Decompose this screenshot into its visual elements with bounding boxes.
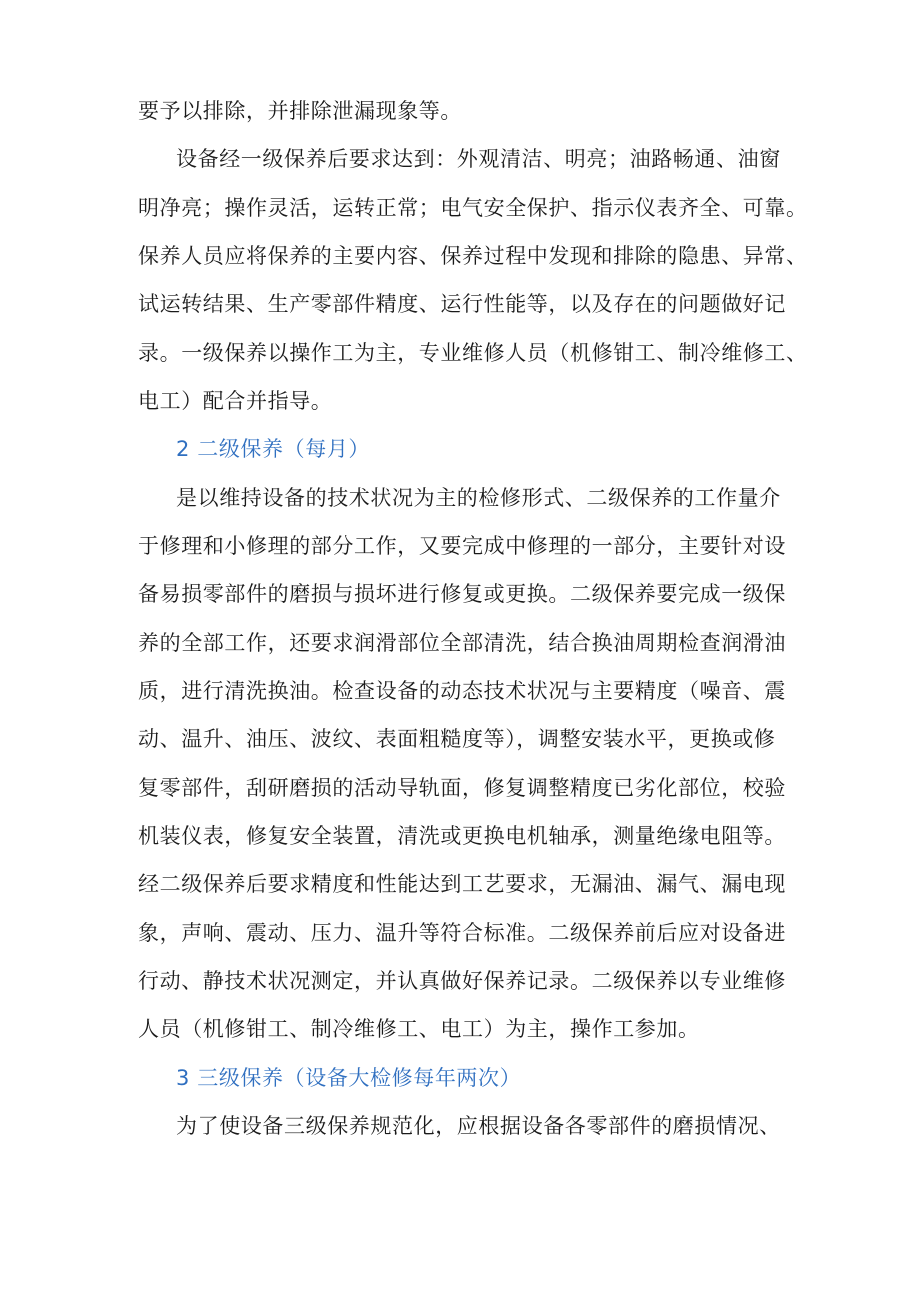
text-line-12: 养的全部工作，还要求润滑部位全部清洗，结合换油周期检查润滑油 [138,631,786,655]
text-line-11: 备易损零部件的磨损与损坏进行修复或更换。二级保养要完成一级保 [138,582,786,606]
text-line-6: 录。一级保养以操作工为主，专业维修人员（机修钳工、制冷维修工、 [138,341,808,365]
text-line-5: 试运转结果、生产零部件精度、运行性能等，以及存在的问题做好记 [138,292,786,316]
text-line-1: 要予以排除，并排除泄漏现象等。 [138,99,462,123]
text-line-2: 设备经一级保养后要求达到：外观清洁、明亮；油路畅通、油窗 [176,147,781,171]
section-heading-3: 3 三级保养（设备大检修每年两次） [176,1066,522,1090]
text-line-10: 于修理和小修理的部分工作，又要完成中修理的一部分，主要针对设 [138,534,786,558]
text-line-4: 保养人员应将保养的主要内容、保养过程中发现和排除的隐患、异常、 [138,244,808,268]
text-line-22: 为了使设备三级保养规范化，应根据设备各零部件的磨损情况、 [176,1114,781,1138]
text-line-14: 动、温升、油压、波纹、表面粗糙度等），调整安装水平，更换或修 [138,727,776,751]
text-line-15: 复零部件，刮研磨损的活动导轨面，修复调整精度已劣化部位，校验 [138,776,786,800]
text-line-20: 人员（机修钳工、制冷维修工、电工）为主，操作工参加。 [138,1017,700,1041]
text-line-13: 质，进行清洗换油。检查设备的动态技术状况与主要精度（噪音、震 [138,679,786,703]
text-line-16: 机装仪表，修复安全装置，清洗或更换电机轴承，测量绝缘电阻等。 [138,824,786,848]
text-line-7: 电工）配合并指导。 [138,389,333,413]
text-line-17: 经二级保养后要求精度和性能达到工艺要求，无漏油、漏气、漏电现 [138,872,786,896]
section-heading-2: 2 二级保养（每月） [176,437,371,461]
text-line-18: 象，声响、震动、压力、温升等符合标准。二级保养前后应对设备进 [138,921,786,945]
text-line-9: 是以维持设备的技术状况为主的检修形式、二级保养的工作量介 [176,486,781,510]
text-line-3: 明净亮；操作灵活，运转正常；电气安全保护、指示仪表齐全、可靠。 [138,196,808,220]
text-line-19: 行动、静技术状况测定，并认真做好保养记录。二级保养以专业维修 [138,969,786,993]
